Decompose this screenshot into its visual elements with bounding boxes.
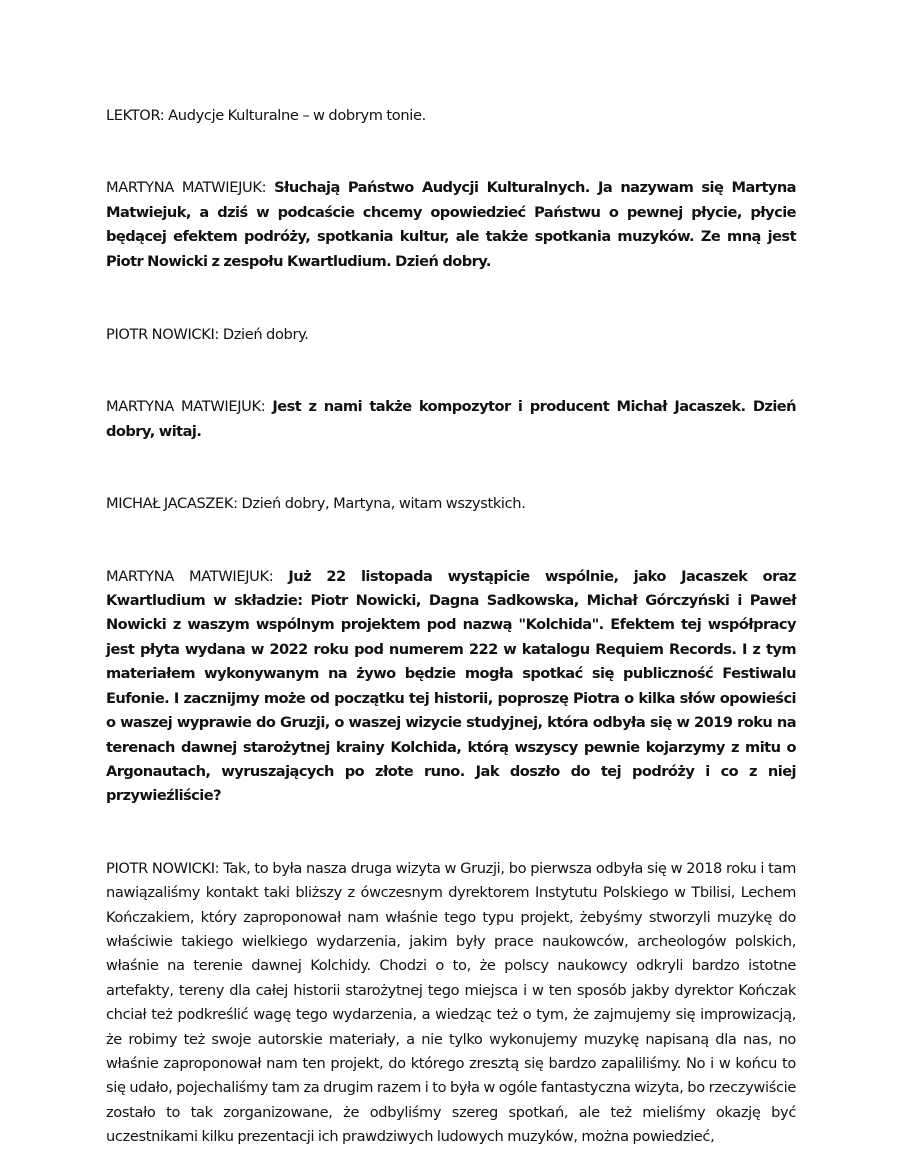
speaker-label: MARTYNA MATWIEJUK: bbox=[106, 398, 266, 416]
paragraph-piotr-1 bbox=[106, 323, 796, 347]
paragraph-michal-1 bbox=[106, 492, 796, 516]
speaker-label: MICHAŁ JACASZEK: bbox=[106, 495, 238, 513]
speaker-label: PIOTR NOWICKI: bbox=[106, 859, 220, 877]
utterance-text: Audycje Kulturalne – w dobrym tonie. bbox=[168, 107, 426, 124]
paragraph-piotr-2 bbox=[106, 857, 796, 1150]
paragraph-lektor bbox=[106, 104, 796, 128]
utterance-text: Dzień dobry, Martyna, witam wszystkich. bbox=[241, 495, 526, 513]
utterance-text: Jest z nami także kompozytor i producent Michał Jacaszek. Dzień dobry, witaj. bbox=[106, 398, 796, 440]
speaker-label: LEKTOR: bbox=[106, 107, 165, 124]
paragraph-martyna-3 bbox=[106, 565, 796, 809]
speaker-label: MARTYNA MATWIEJUK: bbox=[106, 567, 274, 585]
paragraph-martyna-2 bbox=[106, 395, 796, 444]
speaker-label: MARTYNA MATWIEJUK: bbox=[106, 179, 267, 197]
utterance-text: Dzień dobry. bbox=[222, 326, 309, 344]
speaker-label: PIOTR NOWICKI: bbox=[106, 326, 220, 344]
utterance-text: Tak, to była nasza druga wizyta w Gruzji, bo pierwsza odbyła się w 2018 roku i tam nawiązaliśmy kontakt taki bliższy z ówczesnym dyrektorem Instytutu Polskiego w Tbilisi, Lechem Kończakiem, który zaproponował nam właśnie tego typu projekt, żebyśmy stworzyli muzykę do właściwie takiego wielkiego wydarzenia, jakim były prace naukowców, archeologów polskich, właśnie na terenie dawnej Kolchidy. Chodzi o to, że polscy naukowcy odkryli bardzo istotne artefakty, tereny dla całej historii starożytnej tego miejsca i w ten sposób jakby dyrektor Kończak chciał też podkreślić wagę tego wydarzenia, a wiedząc też o tym, że zajmujemy się improwizacją, że robimy też swoje autorskie materiały, a nie tylko wykonujemy muzykę napisaną dla nas, no właśnie zaproponował nam ten projekt, do którego zresztą się bardzo zapaliliśmy. No i w końcu to się udało, pojechaliśmy tam za drugim razem i to była w ogóle fantastyczna wizyta, bo rzeczywiście zostało to tak zorganizowane, że odbyliśmy szereg spotkań, ale też mieliśmy okazję być uczestnikami kilku prezentacji ich prawdziwych ludowych muzyków, można powiedzieć, bbox=[106, 859, 796, 1146]
utterance-text: Słuchają Państwo Audycji Kulturalnych. Ja nazywam się Martyna Matwiejuk, a dziś w podcaście chcemy opowiedzieć Państwu o pewnej płycie, płycie będącej efektem podróży, spotkania kultur, ale także spotkania muzyków. Ze mną jest Piotr Nowicki z zespołu Kwartludium. Dzień dobry. bbox=[106, 179, 796, 270]
paragraph-martyna-1 bbox=[106, 176, 796, 274]
transcript-page bbox=[106, 104, 796, 1150]
utterance-text: Już 22 listopada wystąpicie wspólnie, jako Jacaszek oraz Kwartludium w składzie: Piotr Nowicki, Dagna Sadkowska, Michał Górczyński i Paweł Nowicki z waszym wspólnym projektem pod nazwą "Kolchida". Efektem tej współpracy jest płyta wydana w 2022 roku pod numerem 222 w katalogu Requiem Records. I z tym materiałem wykonywanym na żywo będzie mogła spotkać się publiczność Festiwalu Eufonie. I zacznijmy może od początku tej historii, poproszę Piotra o kilka słów opowieści o waszej wyprawie do Gruzji, o waszej wizycie studyjnej, która odbyła się w 2019 roku na terenach dawnej starożytnej krainy Kolchida, którą wszyscy pewnie kojarzymy z mitu o Argonautach, wyruszających po złote runo. Jak doszło do tej podróży i co z niej przywieźliście? bbox=[106, 567, 796, 805]
